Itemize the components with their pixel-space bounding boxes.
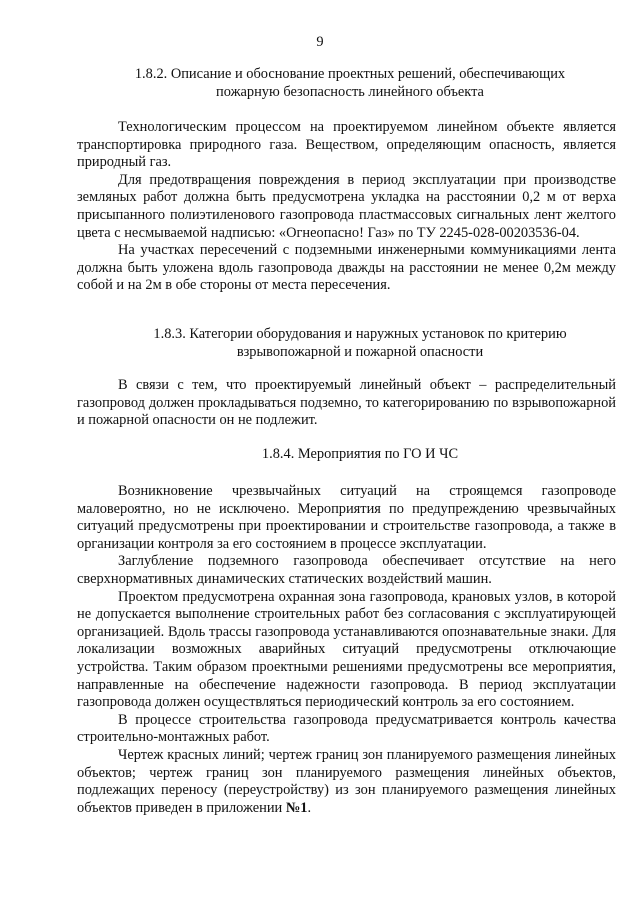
paragraph: Для предотвращения повреждения в период эксплуатации при производстве земляных работ должна быть предусмотрена укладка на расстоянии 0,2 м от верха присыпанного полиэтиленового газопровода пластмассовых сигнальных лент желтого цвета с несмываемой надписью: «Огнеопасно! Газ» по ТУ 2245-028-00203536-04. xyxy=(77,171,616,241)
section-heading-1-8-2 xyxy=(120,66,580,101)
section-heading-1-8-3 xyxy=(130,326,590,361)
paragraph: Проектом предусмотрена охранная зона газопровода, крановых узлов, в которой не допускается выполнение строительных работ без согласования с эксплуатирующей организацией. Вдоль трассы газопровода устанавливаются опознавательные знаки. Для локализации возможных аварийных ситуаций предусмотрены отключающие устройства. Таким образом проектными решениями предусмотрены все мероприятия, направленные на обеспечение надежности газопровода. В период эксплуатации газопровода должен осуществляться периодический контроль за его состоянием. xyxy=(77,588,616,711)
paragraph: На участках пересечений с подземными инженерными коммуникациями лента должна быть уложена вдоль газопровода дважды на расстоянии не менее 0,2м между собой и на 2м в обе стороны от места пересечения. xyxy=(77,242,616,294)
section-body-1-8-2 xyxy=(77,119,616,295)
heading-line: взрывопожарной и пожарной опасности xyxy=(236,343,484,360)
page-number: 9 xyxy=(316,34,324,50)
paragraph-end: . xyxy=(307,799,312,816)
heading-line: 1.8.3. Категории оборудования и наружных установок по критерию xyxy=(153,326,567,342)
section-heading-1-8-4 xyxy=(160,446,560,464)
section-body-1-8-3 xyxy=(77,377,616,430)
paragraph: В процессе строительства газопровода предусматривается контроль качества строительно-монтажных работ. xyxy=(77,711,616,746)
heading-line: 1.8.2. Описание и обоснование проектных решений, обеспечивающих xyxy=(134,66,566,82)
appendix-number: №1 xyxy=(285,799,308,816)
paragraph-text: Чертеж красных линий; чертеж границ зон планируемого размещения линейных объектов; чертеж границ зон планируемого размещения линейных объектов, подлежащих переносу (переустройству) из зон планируемого размещения линейных объектов приведен в приложении xyxy=(77,746,616,816)
heading-line: 1.8.4. Мероприятия по ГО И ЧС xyxy=(261,446,459,462)
paragraph: В связи с тем, что проектируемый линейный объект – распределительный газопровод должен прокладываться подземно, то категорированию по взрывопожарной и пожарной опасности он не подлежит. xyxy=(77,377,616,429)
paragraph: Заглубление подземного газопровода обеспечивает отсутствие на него сверхнормативных динамических статических воздействий машин. xyxy=(77,553,616,587)
paragraph: Технологическим процессом на проектируемом линейном объекте является транспортировка природного газа. Веществом, определяющим опасность, является природный газ. xyxy=(77,119,616,171)
heading-line: пожарную безопасность линейного объекта xyxy=(216,83,484,100)
paragraph-appendix-reference xyxy=(77,747,616,817)
paragraph: Возникновение чрезвычайных ситуаций на строящемся газопроводе маловероятно, но не исключено. Мероприятия по предупреждению чрезвычайных ситуаций предусмотрены при проектировании и строительстве газопровода, а также в организации контроля за его состоянием в процессе эксплуатации. xyxy=(77,483,616,552)
section-body-1-8-4 xyxy=(77,483,616,817)
